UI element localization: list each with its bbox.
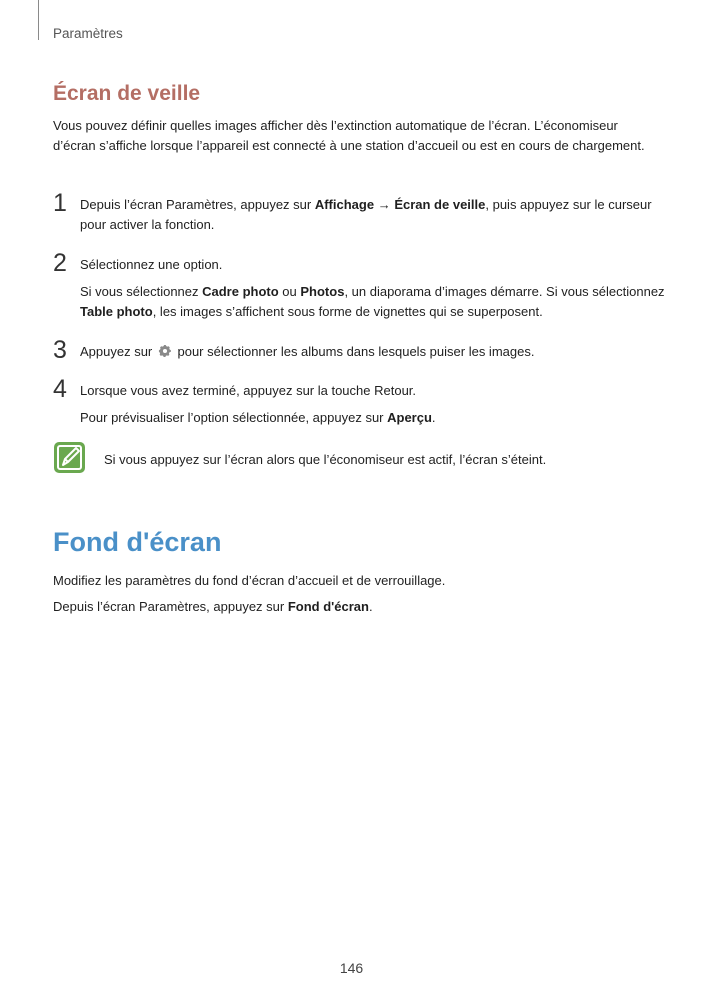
- option-apercu: Aperçu: [387, 410, 432, 425]
- wallpaper-title: Fond d'écran: [53, 527, 222, 557]
- wallpaper-instruction: Depuis l’écran Paramètres, appuyez sur Fond d'écran.: [53, 599, 373, 614]
- step-text: Lorsque vous avez terminé, appuyez sur la touche Retour.: [80, 383, 417, 398]
- step-number: 1: [53, 189, 67, 217]
- option-cadre-photo: Cadre photo: [202, 284, 279, 299]
- gear-icon: [158, 344, 172, 364]
- note-text: Si vous appuyez sur l’écran alors que l’économiseur est actif, l’écran s’éteint.: [104, 452, 547, 467]
- wallpaper-intro: Modifiez les paramètres du fond d’écran d’accueil et de verrouillage.: [53, 573, 446, 588]
- menu-affichage: Affichage: [314, 197, 375, 212]
- step-text: Sélectionnez une option.: [80, 257, 223, 272]
- screensaver-title: Écran de veille: [53, 82, 201, 105]
- step-subtext: Pour prévisualiser l’option sélectionnée, appuyez sur Aperçu.: [80, 410, 436, 425]
- menu-fond-d-ecran: Fond d'écran: [287, 599, 369, 614]
- step-text: Appuyez sur pour sélectionner les albums dans lesquels puiser les images.: [80, 342, 665, 364]
- note-pencil-icon: [53, 441, 86, 474]
- page-number: 146: [339, 960, 364, 976]
- step-subtext: Si vous sélectionnez Cadre photo ou Photos, un diaporama d’images démarre. Si vous sélectionnez Table photo, les images s’affichent sous forme de vignettes qui se superposent.: [80, 284, 665, 319]
- step-number: 3: [53, 336, 67, 364]
- corner-mark: [38, 0, 39, 40]
- step-number: 2: [53, 249, 67, 277]
- option-table-photo: Table photo: [80, 304, 153, 319]
- menu-ecran-de-veille: Écran de veille: [394, 197, 486, 212]
- option-photos: Photos: [300, 284, 345, 299]
- step-number: 4: [53, 375, 67, 403]
- screensaver-intro: Vous pouvez définir quelles images afficher dès l’extinction automatique de l’écran. L’économiseur d’écran s’affiche lorsque l’appareil est connecté à une station d’accueil ou est en cours de chargement.: [53, 118, 645, 153]
- running-header: Paramètres: [53, 26, 123, 41]
- step-text: Depuis l’écran Paramètres, appuyez sur Affichage → Écran de veille, puis appuyez sur le curseur pour activer la fonction.: [80, 197, 652, 232]
